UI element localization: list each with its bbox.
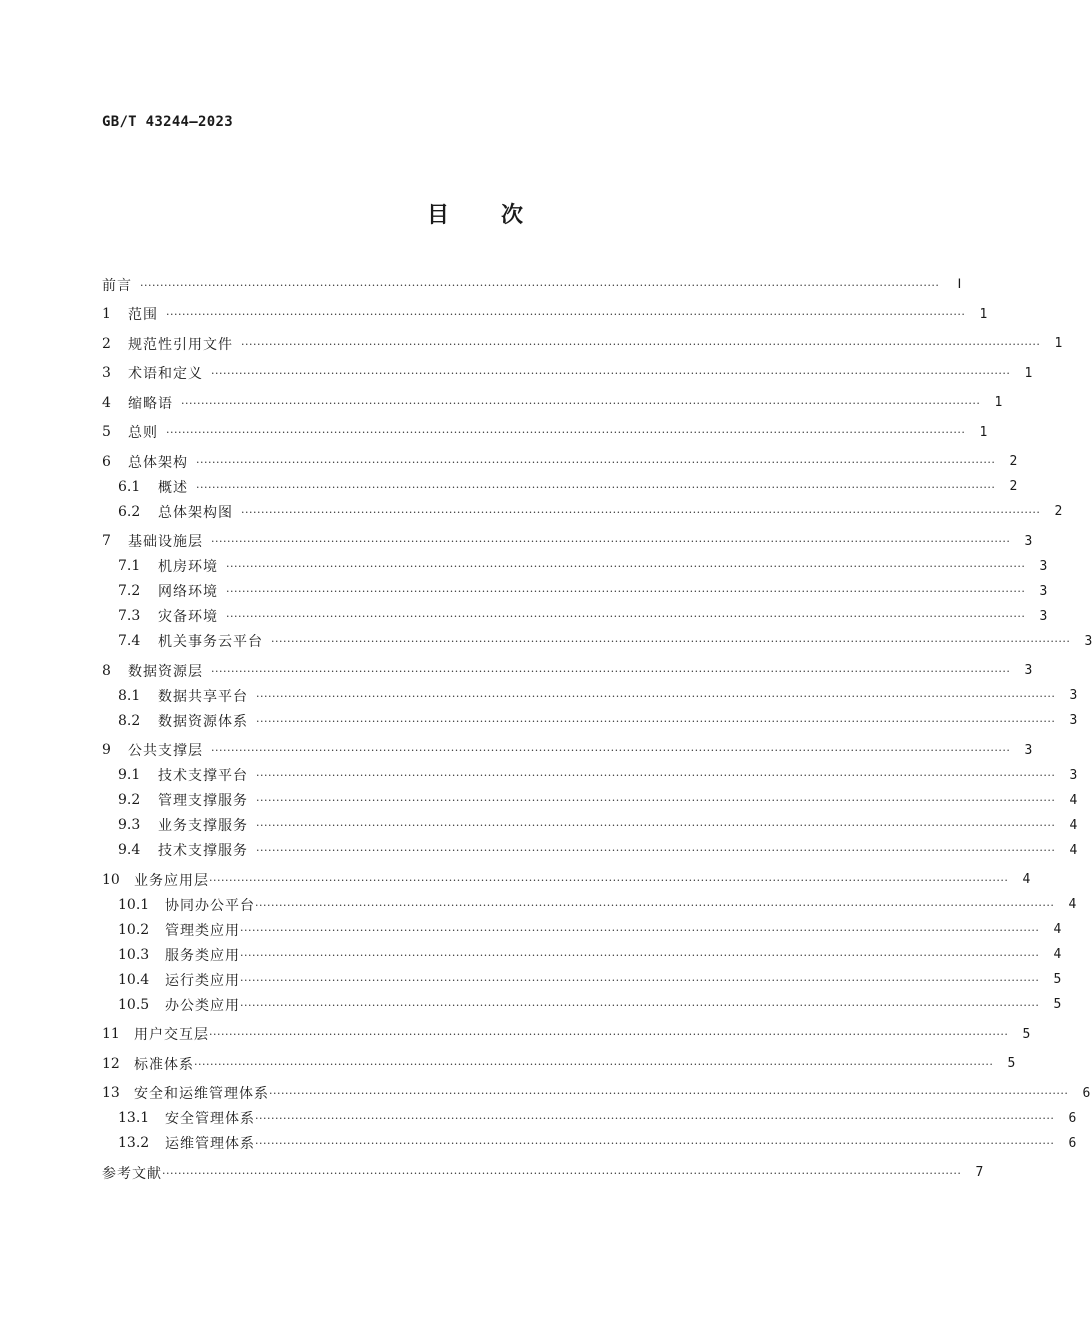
toc-entry-label: 办公类应用 bbox=[165, 997, 240, 1014]
toc-entry-page: 1 bbox=[1054, 336, 1063, 351]
toc-entry-label: 技术支撑平台 bbox=[158, 768, 248, 784]
toc-entry[interactable] bbox=[102, 967, 1062, 992]
toc-entry[interactable] bbox=[102, 763, 1078, 788]
toc-entry[interactable] bbox=[102, 529, 1033, 554]
toc-entry[interactable] bbox=[102, 1106, 1077, 1131]
toc-leader-dots: ········································································································································································································ bbox=[140, 278, 940, 292]
toc-entry[interactable] bbox=[102, 629, 1092, 654]
toc-entry-label: 安全和运维管理体系 bbox=[134, 1086, 269, 1102]
toc-entry-label: 数据资源层 bbox=[128, 663, 203, 680]
toc-entry-label: 总则 bbox=[128, 425, 158, 441]
toc-entry[interactable] bbox=[102, 499, 1063, 524]
toc-leader-dots: ········································································································································································································ bbox=[226, 585, 1026, 598]
toc-entry-number: 10.3 bbox=[118, 946, 150, 963]
toc-entry-number: 7.2 bbox=[118, 583, 141, 599]
toc-entry-page: 1 bbox=[1024, 365, 1033, 381]
toc-entry-page: 3 bbox=[1039, 583, 1048, 599]
toc-title-char-1: 目 bbox=[426, 203, 449, 228]
toc-entry-number: 10.1 bbox=[118, 896, 150, 913]
toc-leader-dots: ········································································································································································································ bbox=[226, 560, 1026, 573]
toc-entry-page: 2 bbox=[1009, 454, 1018, 469]
toc-entry-page: 4 bbox=[1022, 872, 1031, 887]
toc-leader-dots: ········································································································································································································ bbox=[211, 744, 1011, 757]
toc-entry-number: 9.1 bbox=[118, 767, 141, 783]
toc-leader-dots: ········································································································································································································ bbox=[271, 635, 1071, 648]
toc-entry-page: Ⅰ bbox=[957, 277, 962, 292]
toc-entry-page: 4 bbox=[1053, 947, 1062, 962]
toc-entry-number: 9 bbox=[102, 742, 111, 758]
toc-entry-number: 10.2 bbox=[118, 921, 150, 938]
toc-entry-number: 5 bbox=[102, 424, 111, 440]
toc-entry-page: 4 bbox=[1069, 842, 1078, 858]
toc-leader-dots: ········································································································································································································ bbox=[240, 998, 1040, 1012]
toc-entry-label: 协同办公平台 bbox=[165, 897, 255, 914]
toc-leader-dots: ········································································································································································································ bbox=[196, 455, 996, 469]
toc-leader-dots: ········································································································································································································ bbox=[162, 1166, 962, 1180]
toc-entry-label: 灾备环境 bbox=[158, 609, 218, 625]
toc-entry[interactable] bbox=[102, 788, 1078, 813]
toc-entry-number: 7 bbox=[102, 533, 111, 549]
toc-entry-page: 7 bbox=[975, 1165, 984, 1180]
toc-entry-label: 总体架构 bbox=[128, 454, 188, 471]
toc-leader-dots: ········································································································································································································ bbox=[255, 898, 1055, 912]
toc-entry-page: 5 bbox=[1022, 1026, 1031, 1042]
toc-entry-number: 10.4 bbox=[118, 971, 150, 988]
toc-entry-label: 机房环境 bbox=[158, 559, 218, 575]
toc-entry-label: 业务应用层 bbox=[134, 872, 209, 889]
toc-entry-label: 机关事务云平台 bbox=[158, 634, 263, 650]
toc-entry[interactable] bbox=[102, 738, 1033, 763]
toc-leader-dots: ········································································································································································································ bbox=[256, 769, 1056, 782]
toc-leader-dots: ········································································································································································································ bbox=[226, 610, 1026, 623]
toc-entry-page: 3 bbox=[1024, 742, 1033, 758]
toc-entry[interactable] bbox=[102, 867, 1031, 892]
toc-entry[interactable] bbox=[102, 272, 962, 297]
toc-entry-page: 6 bbox=[1068, 1135, 1077, 1151]
toc-entry-label: 用户交互层 bbox=[134, 1027, 209, 1043]
toc-entry-page: 2 bbox=[1054, 504, 1063, 519]
toc-entry-label: 概述 bbox=[158, 479, 188, 496]
toc-entry[interactable] bbox=[102, 1022, 1031, 1047]
toc-entry-label: 前言 bbox=[102, 277, 132, 294]
toc-entry[interactable] bbox=[102, 1131, 1077, 1156]
toc-leader-dots: ········································································································································································································ bbox=[166, 426, 966, 439]
toc-leader-dots: ········································································································································································································ bbox=[211, 367, 1011, 380]
toc-entry[interactable] bbox=[102, 708, 1078, 733]
toc-entry-page: 3 bbox=[1024, 663, 1033, 678]
toc-entry[interactable] bbox=[102, 554, 1048, 579]
toc-leader-dots: ········································································································································································································ bbox=[211, 664, 1011, 678]
toc-entry-label: 运行类应用 bbox=[165, 972, 240, 989]
toc-entry[interactable] bbox=[102, 302, 988, 327]
toc-leader-dots: ········································································································································································································ bbox=[256, 714, 1056, 728]
toc-entry-label: 数据共享平台 bbox=[158, 688, 248, 705]
standard-code: GB/T 43244—2023 bbox=[102, 114, 233, 130]
toc-entry[interactable] bbox=[102, 579, 1048, 604]
toc-entry-page: 1 bbox=[979, 306, 988, 322]
toc-entry-number: 11 bbox=[102, 1026, 120, 1042]
toc-entry-page: 1 bbox=[979, 424, 988, 440]
toc-entry-label: 业务支撑服务 bbox=[158, 818, 248, 834]
toc-leader-dots: ········································································································································································································ bbox=[256, 794, 1056, 807]
toc-title bbox=[0, 198, 950, 229]
toc-entry-page: 3 bbox=[1069, 688, 1078, 703]
toc-leader-dots: ········································································································································································································ bbox=[211, 535, 1011, 548]
toc-leader-dots: ········································································································································································································ bbox=[256, 689, 1056, 703]
toc-entry-page: 5 bbox=[1007, 1056, 1016, 1071]
toc-entry[interactable] bbox=[102, 420, 988, 445]
toc-entry[interactable] bbox=[102, 838, 1078, 863]
toc-entry-number: 4 bbox=[102, 394, 111, 411]
toc-leader-dots: ········································································································································································································ bbox=[181, 396, 981, 410]
toc-entry-number: 7.1 bbox=[118, 558, 141, 574]
toc-entry[interactable] bbox=[102, 813, 1078, 838]
toc-title-char-2: 次 bbox=[501, 203, 524, 228]
toc-entry-number: 6 bbox=[102, 453, 111, 470]
toc-entry-number: 8 bbox=[102, 662, 111, 679]
toc-entry-label: 安全管理体系 bbox=[165, 1111, 255, 1127]
toc-entry-number: 13.2 bbox=[118, 1135, 150, 1151]
toc-entry-page: 4 bbox=[1069, 792, 1078, 808]
toc-leader-dots: ········································································································································································································ bbox=[256, 844, 1056, 857]
toc-entry-number: 10 bbox=[102, 871, 120, 888]
toc-entry[interactable] bbox=[102, 1160, 984, 1185]
toc-leader-dots: ········································································································································································································ bbox=[255, 1112, 1055, 1125]
toc-entry-number: 9.3 bbox=[118, 817, 141, 833]
toc-leader-dots: ········································································································································································································ bbox=[209, 873, 1009, 887]
toc-entry-page: 6 bbox=[1082, 1085, 1091, 1101]
toc-leader-dots: ········································································································································································································ bbox=[240, 948, 1040, 962]
toc-leader-dots: ········································································································································································································ bbox=[269, 1087, 1069, 1100]
toc-entry-number: 13.1 bbox=[118, 1110, 150, 1126]
toc-leader-dots: ········································································································································································································ bbox=[196, 480, 996, 494]
toc-entry-label: 规范性引用文件 bbox=[128, 336, 233, 353]
toc-entry-number: 2 bbox=[102, 335, 111, 352]
toc-entry-label: 运维管理体系 bbox=[165, 1136, 255, 1152]
toc-entry[interactable] bbox=[102, 892, 1077, 917]
toc-entry-label: 参考文献 bbox=[102, 1165, 162, 1182]
table-of-contents bbox=[102, 272, 1092, 1185]
toc-entry[interactable] bbox=[102, 449, 1018, 474]
toc-entry[interactable] bbox=[102, 390, 1003, 415]
toc-entry-number: 8.2 bbox=[118, 712, 141, 729]
toc-entry-label: 网络环境 bbox=[158, 584, 218, 600]
toc-entry-label: 管理支撑服务 bbox=[158, 793, 248, 809]
toc-entry[interactable] bbox=[102, 1081, 1091, 1106]
toc-entry-number: 7.3 bbox=[118, 608, 141, 624]
toc-entry[interactable] bbox=[102, 658, 1033, 683]
toc-entry-page: 2 bbox=[1009, 479, 1018, 494]
toc-entry-page: 4 bbox=[1053, 922, 1062, 937]
toc-entry[interactable] bbox=[102, 1051, 1016, 1076]
toc-entry[interactable] bbox=[102, 942, 1062, 967]
toc-entry-page: 3 bbox=[1024, 533, 1033, 549]
toc-leader-dots: ········································································································································································································ bbox=[166, 308, 966, 321]
toc-leader-dots: ········································································································································································································ bbox=[255, 1137, 1055, 1150]
toc-leader-dots: ········································································································································································································ bbox=[241, 505, 1041, 519]
toc-leader-dots: ········································································································································································································ bbox=[209, 1028, 1009, 1041]
toc-entry-label: 缩略语 bbox=[128, 395, 173, 412]
toc-entry-page: 3 bbox=[1069, 713, 1078, 728]
toc-entry-page: 1 bbox=[994, 395, 1003, 410]
toc-entry-number: 12 bbox=[102, 1055, 120, 1072]
toc-entry-page: 6 bbox=[1068, 1110, 1077, 1126]
toc-entry[interactable] bbox=[102, 917, 1062, 942]
toc-entry-page: 5 bbox=[1053, 972, 1062, 987]
toc-entry[interactable] bbox=[102, 361, 1033, 386]
toc-entry-number: 7.4 bbox=[118, 633, 141, 649]
toc-entry-page: 3 bbox=[1039, 608, 1048, 624]
toc-entry[interactable] bbox=[102, 474, 1018, 499]
toc-leader-dots: ········································································································································································································ bbox=[194, 1057, 994, 1071]
toc-entry[interactable] bbox=[102, 683, 1078, 708]
toc-entry-label: 数据资源体系 bbox=[158, 713, 248, 730]
toc-entry-label: 标准体系 bbox=[134, 1056, 194, 1073]
toc-entry-number: 9.2 bbox=[118, 792, 141, 808]
toc-entry-number: 3 bbox=[102, 365, 111, 381]
toc-entry-number: 1 bbox=[102, 306, 111, 322]
toc-entry-label: 基础设施层 bbox=[128, 534, 203, 550]
toc-entry-page: 4 bbox=[1068, 897, 1077, 912]
toc-entry-label: 总体架构图 bbox=[158, 504, 233, 521]
toc-entry-label: 管理类应用 bbox=[165, 922, 240, 939]
toc-entry[interactable] bbox=[102, 992, 1062, 1017]
toc-entry-label: 服务类应用 bbox=[165, 947, 240, 964]
toc-entry-label: 技术支撑服务 bbox=[158, 843, 248, 859]
toc-entry-page: 3 bbox=[1069, 767, 1078, 783]
toc-entry-label: 范围 bbox=[128, 307, 158, 323]
toc-entry-label: 术语和定义 bbox=[128, 366, 203, 382]
toc-leader-dots: ········································································································································································································ bbox=[256, 819, 1056, 832]
toc-entry-number: 6.1 bbox=[118, 478, 141, 495]
toc-entry-label: 公共支撑层 bbox=[128, 743, 203, 759]
toc-entry[interactable] bbox=[102, 604, 1048, 629]
toc-entry-number: 8.1 bbox=[118, 687, 141, 704]
toc-leader-dots: ········································································································································································································ bbox=[240, 973, 1040, 987]
toc-entry-number: 9.4 bbox=[118, 842, 141, 858]
toc-entry-page: 4 bbox=[1069, 817, 1078, 833]
toc-leader-dots: ········································································································································································································ bbox=[241, 337, 1041, 351]
toc-leader-dots: ········································································································································································································ bbox=[240, 923, 1040, 937]
toc-entry-page: 5 bbox=[1053, 997, 1062, 1012]
toc-entry-page: 3 bbox=[1039, 558, 1048, 574]
toc-entry[interactable] bbox=[102, 331, 1063, 356]
toc-entry-number: 10.5 bbox=[118, 996, 150, 1013]
toc-entry-number: 6.2 bbox=[118, 503, 141, 520]
toc-entry-page: 3 bbox=[1084, 633, 1092, 649]
toc-entry-number: 13 bbox=[102, 1085, 120, 1101]
